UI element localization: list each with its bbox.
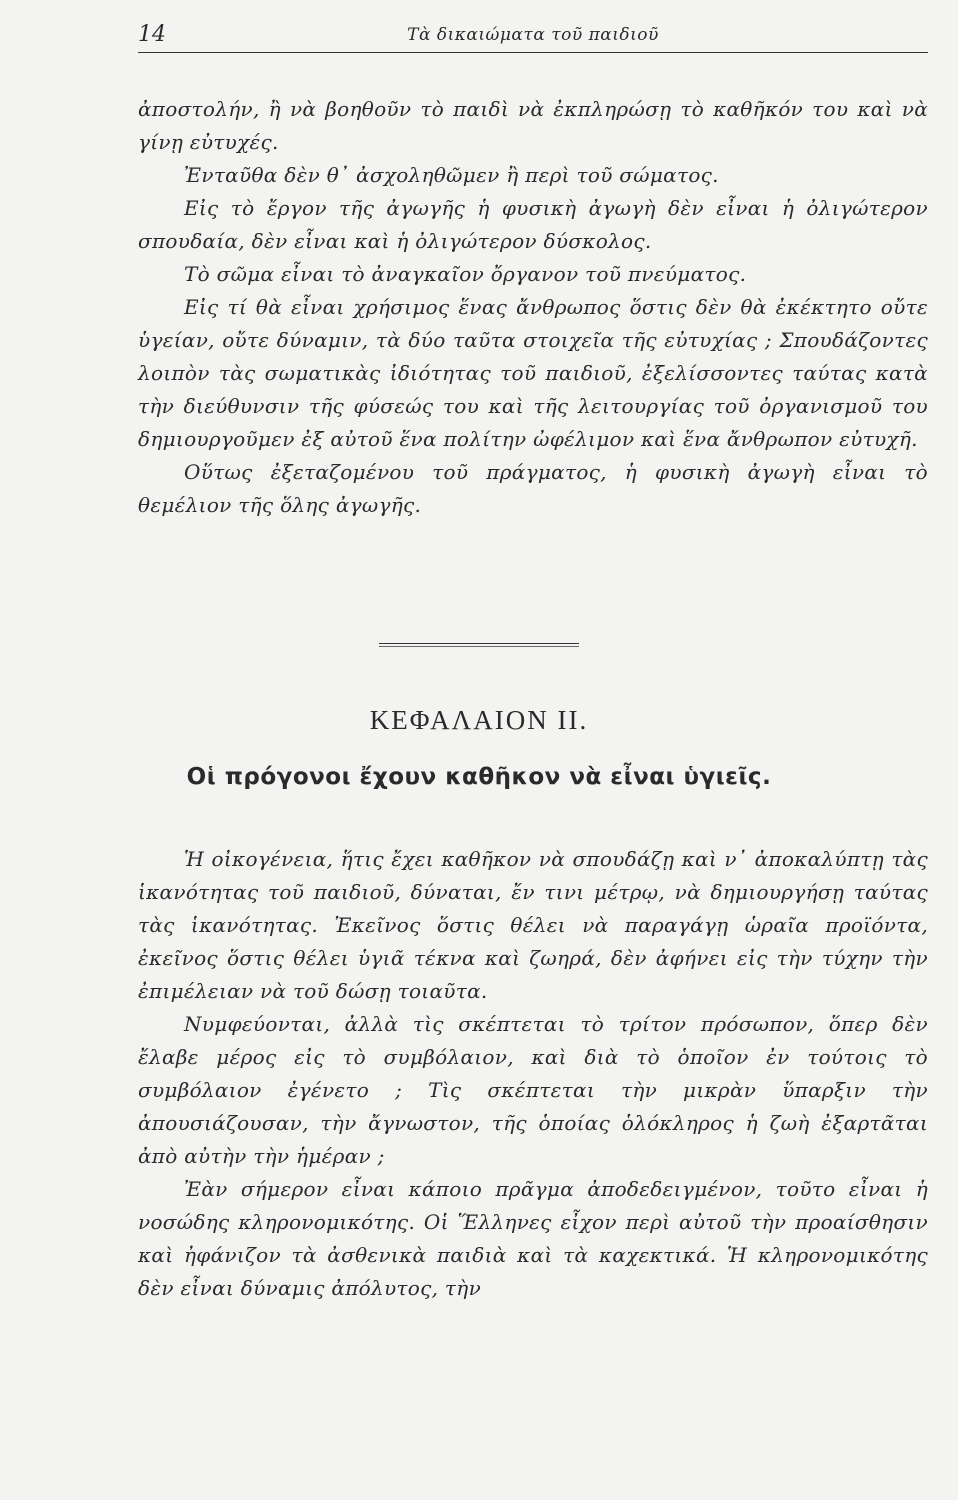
paragraph: Ἐνταῦθα δὲν θ᾽ ἀσχοληθῶμεν ἢ περὶ τοῦ σώματος. xyxy=(184,163,719,187)
page-number: 14 xyxy=(138,22,166,47)
chapter-heading: ΚΕΦΑΛΑΙΟΝ ΙΙ. xyxy=(369,705,589,735)
paragraph: Ἐὰν σήμερον εἶναι κάποιο πρᾶγμα ἀποδεδειγμένον, τοῦτο εἶναι ἡ νοσώδης κληρονομικότης. Οἱ Ἕλληνες εἶχον περὶ αὐτοῦ τὴν προαίσθησιν καὶ ἠφάνιζον τὰ ἀσθενικὰ παιδιὰ καὶ τὰ καχεκτικά. Ἡ κληρονομικότης δὲν εἶναι δύναμις ἀπόλυτος, τὴν xyxy=(138,1177,928,1300)
running-title: Τὰ δικαιώματα τοῦ παιδιοῦ xyxy=(407,25,659,45)
section-before-chapter xyxy=(138,93,928,522)
section-divider xyxy=(0,632,958,651)
divider-rule xyxy=(379,643,579,647)
paragraph: Οὕτως ἐξεταζομένου τοῦ πράγματος, ἡ φυσικὴ ἀγωγὴ εἶναι τὸ θεμέλιον τῆς ὅλης ἀγωγῆς. xyxy=(138,460,928,517)
paragraph: Ἡ οἰκογένεια, ἥτις ἔχει καθῆκον νὰ σπουδάζῃ καὶ ν᾽ ἀποκαλύπτῃ τὰς ἱκανότητας τοῦ παιδιοῦ, δύναται, ἔν τινι μέτρῳ, νὰ δημιουργήσῃ ταύτας τὰς ἱκανότητας. Ἐκεῖνος ὅστις θέλει νὰ παραγάγῃ ὡραῖα προϊόντα, ἐκεῖνος ὅστις θέλει ὑγιᾶ τέκνα καὶ ζωηρά, δὲν ἀφήνει εἰς τὴν τύχην τὴν ἐπιμέλειαν νὰ τοῦ δώσῃ τοιαῦτα. xyxy=(138,847,928,1003)
paragraph: ἀποστολήν, ἢ νὰ βοηθοῦν τὸ παιδὶ νὰ ἐκπληρώσῃ τὸ καθῆκόν του καὶ νὰ γίνῃ εὐτυχές. xyxy=(138,97,928,154)
paragraph: Εἰς τί θὰ εἶναι χρήσιμος ἕνας ἄνθρωπος ὅστις δὲν θὰ ἐκέκτητο οὔτε ὑγείαν, οὔτε δύναμιν, τὰ δύο ταῦτα στοιχεῖα τῆς εὐτυχίας ; Σπουδάζοντες λοιπὸν τὰς σωματικὰς ἰδιότητας τοῦ παιδιοῦ, ἐξελίσσοντες ταύτας κατὰ τὴν διεύθυνσιν τῆς φύσεώς του καὶ τῆς λειτουργίας τοῦ ὀργανισμοῦ του δημιουργοῦμεν ἐξ αὐτοῦ ἕνα πολίτην ὠφέλιμον καὶ ἕνα ἄνθρωπον εὐτυχῆ. xyxy=(138,295,928,451)
chapter-body xyxy=(138,843,928,1305)
paragraph: Νυμφεύονται, ἀλλὰ τὶς σκέπτεται τὸ τρίτον πρόσωπον, ὅπερ δὲν ἔλαβε μέρος εἰς τὸ συμβόλαιον, καὶ διὰ τὸ ὁποῖον ἐν τούτοις τὸ συμβόλαιον ἐγένετο ; Τὶς σκέπτεται τὴν μικρὰν ὕπαρξιν τὴν ἀπουσιάζουσαν, τὴν ἄγνωστον, τῆς ὁποίας ὁλόκληρος ἡ ζωὴ ἐξαρτᾶται ἀπὸ αὐτὴν τὴν ἡμέραν ; xyxy=(138,1012,928,1168)
chapter-title: Οἱ πρόγονοι ἔχουν καθῆκον νὰ εἶναι ὑγιεῖς. xyxy=(186,764,772,790)
page-header xyxy=(138,22,928,53)
paragraph: Τὸ σῶμα εἶναι τὸ ἀναγκαῖον ὄργανον τοῦ πνεύματος. xyxy=(184,262,747,286)
paragraph: Εἰς τὸ ἔργον τῆς ἀγωγῆς ἡ φυσικὴ ἀγωγὴ δὲν εἶναι ἡ ὀλιγώτερον σπουδαία, δὲν εἶναι καὶ ἡ ὀλιγώτερον δύσκολος. xyxy=(138,196,928,253)
